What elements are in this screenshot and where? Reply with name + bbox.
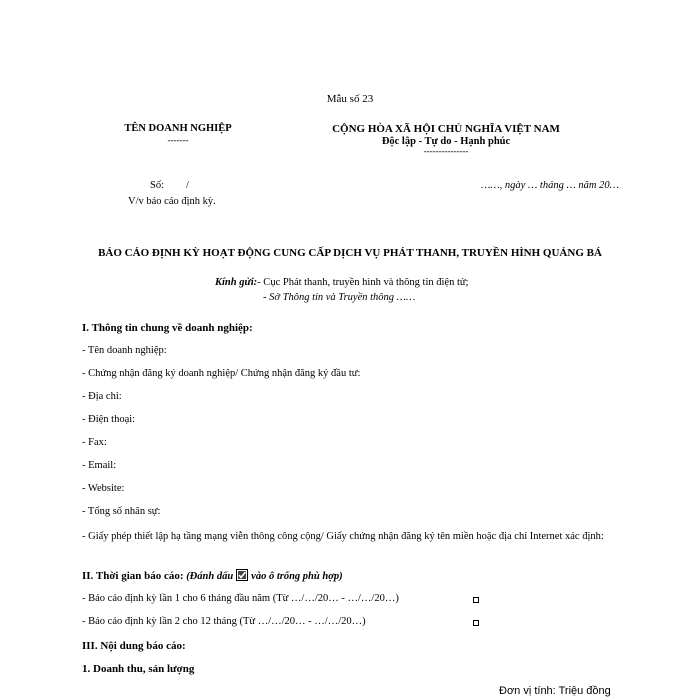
field-company-name: - Tên doanh nghiệp: <box>82 345 167 356</box>
right-header-divider: --------------- <box>423 146 469 156</box>
report-period-option-1-checkbox[interactable] <box>473 597 479 603</box>
document-number <box>150 180 189 191</box>
right-header <box>322 123 570 156</box>
field-phone: - Điện thoại: <box>82 414 136 425</box>
company-name: TÊN DOANH NGHIỆP <box>124 123 232 134</box>
recipient-line-2: - Sở Thông tin và Truyền thông …… <box>263 292 416 303</box>
left-header <box>108 123 248 146</box>
document-subject: V/v báo cáo định kỳ. <box>128 196 216 207</box>
section-1-heading: I. Thông tin chung về doanh nghiệp: <box>82 322 253 334</box>
report-period-option-2: - Báo cáo định kỳ lần 2 cho 12 tháng (Từ …/…/20… - …/…/20…) <box>82 616 366 627</box>
recipient-label: Kính gửi: <box>215 277 258 288</box>
field-business-registration: - Chứng nhận đăng ký doanh nghiệp/ Chứng nhận đăng ký đầu tư: <box>82 368 361 379</box>
section-3-heading: III. Nội dung báo cáo: <box>82 640 186 652</box>
country-name: CỘNG HÒA XÃ HỘI CHỦ NGHĨA VIỆT NAM <box>332 123 560 135</box>
place-date: ……, ngày … tháng … năm 20… <box>481 180 619 191</box>
field-email: - Email: <box>82 460 117 471</box>
report-period-option-1: - Báo cáo định kỳ lần 1 cho 6 tháng đầu năm (Từ …/…/20… - …/…/20…) <box>82 593 399 604</box>
section-2-note-before: (Đánh dấu <box>186 571 234 582</box>
national-motto: Độc lập - Tự do - Hạnh phúc <box>381 136 511 147</box>
report-title: BÁO CÁO ĐỊNH KỲ HOẠT ĐỘNG CUNG CẤP DỊCH VỤ PHÁT THANH, TRUYỀN HÌNH QUẢNG BÁ <box>98 247 602 259</box>
form-number: Mẫu số 23 <box>326 93 374 105</box>
section-2-title: II. Thời gian báo cáo: <box>82 570 184 582</box>
section-2-note-after: vào ô trống phù hợp) <box>251 571 343 582</box>
report-period-option-2-checkbox[interactable] <box>473 620 479 626</box>
section-2-heading <box>82 569 343 582</box>
field-license: - Giấy phép thiết lập hạ tầng mạng viễn thông công cộng/ Giấy chứng nhận đăng ký tên miền hoặc địa chỉ Internet xác định: <box>82 531 604 542</box>
unit-of-measure: Đơn vị tính: Triệu đồng <box>499 685 611 697</box>
field-website: - Website: <box>82 483 125 494</box>
recipient-line-1 <box>215 277 468 288</box>
field-address: - Địa chỉ: <box>82 391 122 402</box>
checked-box-icon <box>236 569 248 581</box>
document-number-label: Số: <box>150 180 165 191</box>
field-total-staff: - Tổng số nhân sự: <box>82 506 161 517</box>
section-3-subheading: 1. Doanh thu, sản lượng <box>82 663 195 675</box>
left-header-divider: ------- <box>167 135 189 145</box>
field-fax: - Fax: <box>82 437 107 448</box>
document-number-slash: / <box>186 180 189 191</box>
recipient-first: - Cục Phát thanh, truyền hình và thông tin điện tử; <box>257 277 469 288</box>
